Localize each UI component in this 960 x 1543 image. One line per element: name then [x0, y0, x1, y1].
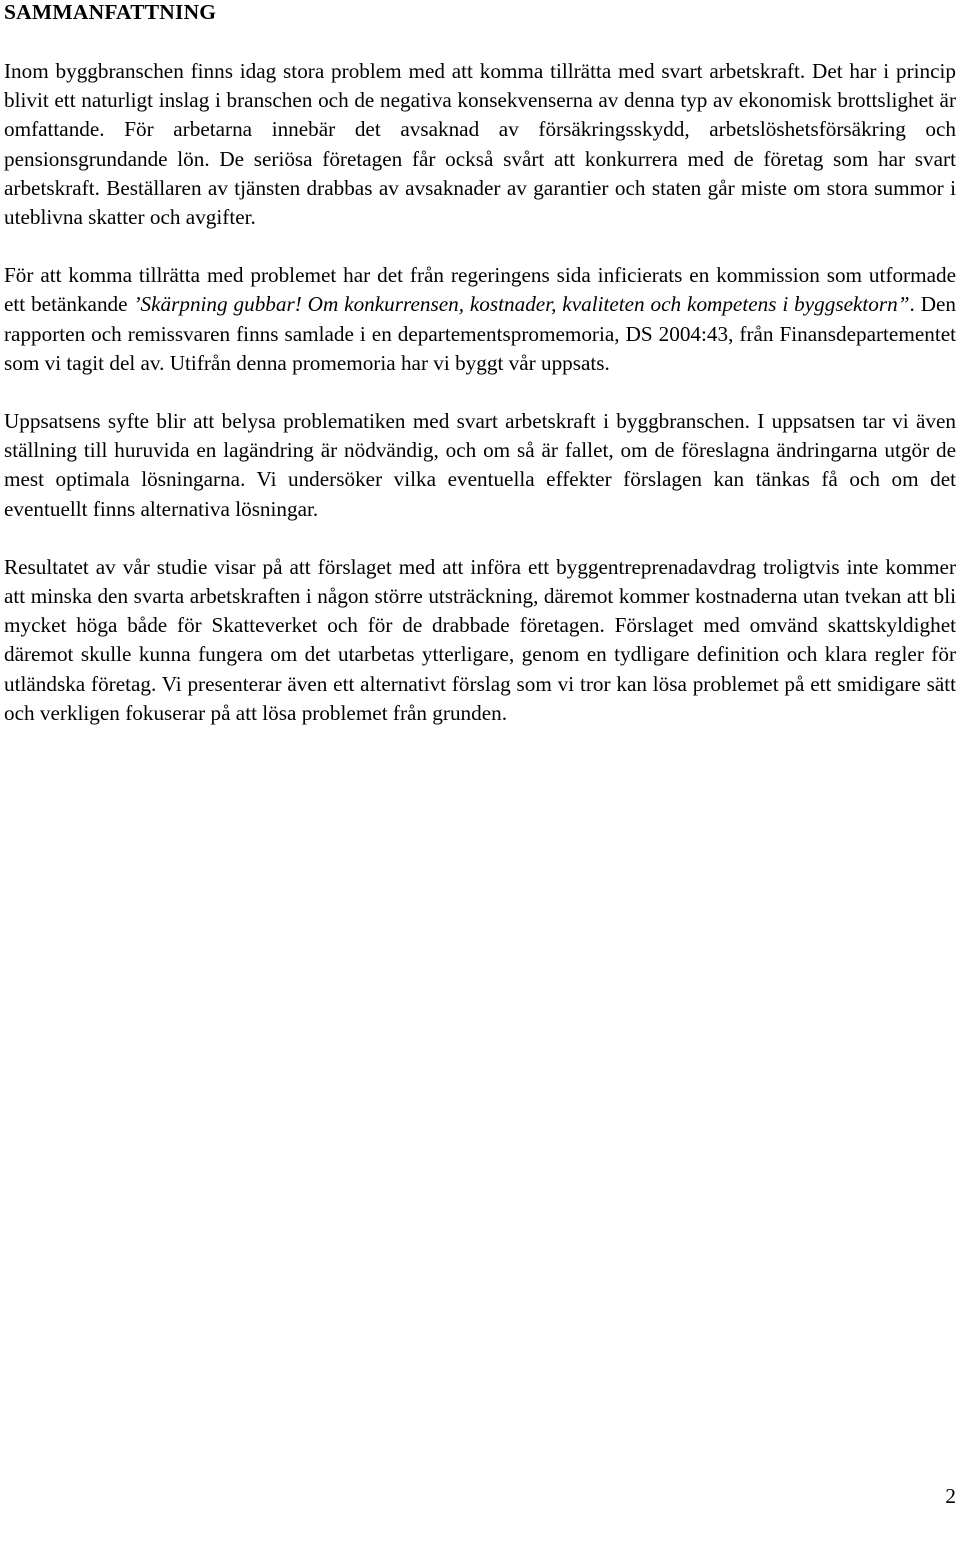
paragraph-results: Resultatet av vår studie visar på att förslaget med att införa ett byggentreprenadavdrag troligtvis inte kommer att minska den svarta arbetskraften i någon större utsträckning, däremot kommer kostnaderna utan tvekan att bli mycket höga både för Skatteverket och för de drabbade företagen. Förslaget med omvänd skattskyldighet däremot skulle kunna fungera om det utarbetas ytterligare, genom en tydligare definition och klara regler för utländska företag. Vi presenterar även ett alternativt förslag som vi tror kan lösa problemet på ett smidigare sätt och verkligen fokuserar på att lösa problemet från grunden.: [4, 554, 956, 725]
document-body: [4, 57, 956, 757]
paragraph-commission-text-end: . Den rapporten och remissvaren finns samlade i en departementspromemoria, DS 2004:43, från Finansdepartementet som vi tagit del av. Utifrån denna promemoria har vi byggt vår uppsats.: [4, 292, 956, 375]
paragraph-purpose: Uppsatsens syfte blir att belysa problematiken med svart arbetskraft i byggbranschen. I uppsatsen tar vi även ställning till huruvida en lagändring är nödvändig, och om så är fallet, om de föreslagna ändringarna utgör de mest optimala lösningarna. Vi undersöker vilka eventuella effekter förslagen kan tänkas få och om det eventuellt finns alternativa lösningar.: [4, 409, 956, 521]
paragraph-commission: [4, 261, 956, 378]
section-heading: SAMMANFATTNING: [4, 0, 217, 24]
paragraph-commission-text-start: För att komma tillrätta med problemet har det från regeringens sida inficierats en kommission som utformade ett betänkande: [4, 263, 956, 317]
report-title: ’Skärpning gubbar! Om konkurrensen, kostnader, kvaliteten och kompetens i byggsektorn”: [133, 292, 910, 317]
paragraph-background: Inom byggbranschen finns idag stora problem med att komma tillrätta med svart arbetskraft. Det har i princip blivit ett naturligt inslag i branschen och de negativa konsekvenserna av denna typ av ekonomisk brottslighet är omfattande. För arbetarna innebär det avsaknad av försäkringsskydd, arbetslöshetsförsäkring och pensionsgrundande lön. De seriösa företagen får också svårt att konkurrera med de företag som har svart arbetskraft. Beställaren av tjänsten drabbas av avsaknader av garantier och staten går miste om stora summor i uteblivna skatter och avgifter.: [4, 59, 956, 230]
page-number: 2: [945, 1484, 956, 1508]
